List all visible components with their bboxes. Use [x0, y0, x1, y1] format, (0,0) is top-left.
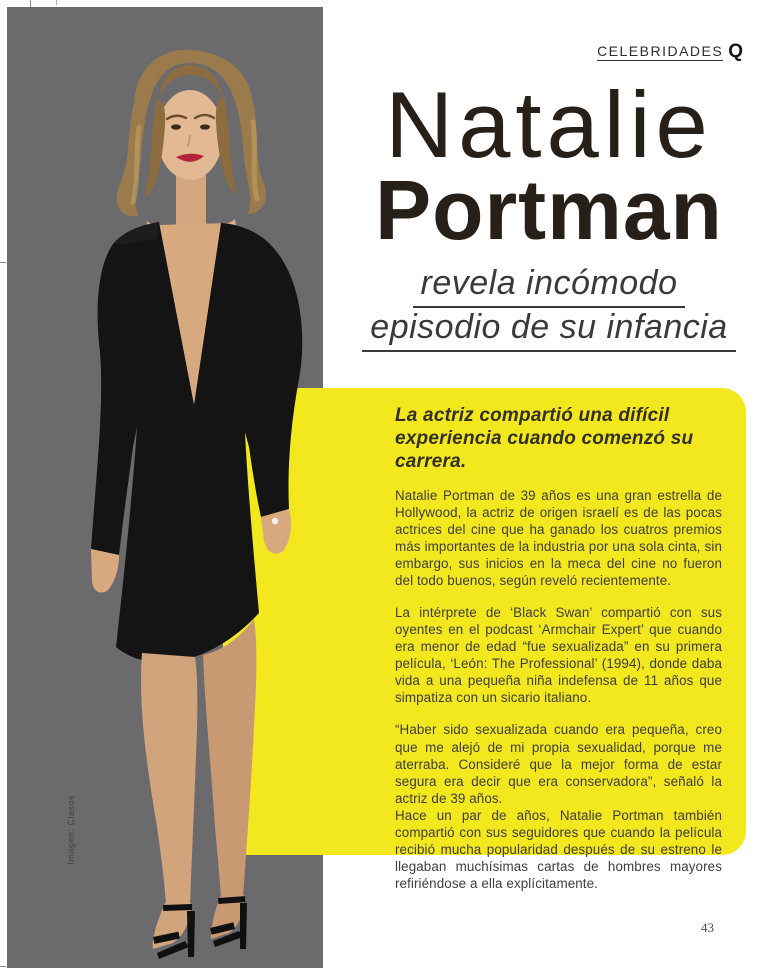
article-paragraph: “Haber sido sexualizada cuando era pequeña, creo que me alejó de mi propia sexualidad, porque me aterraba. Consideré que la mejor forma de estar segura era decir que era conservadora”, señaló la actriz de 39 años.	[395, 722, 722, 806]
article-paragraph: Natalie Portman de 39 años es una gran estrella de Hollywood, la actriz de origen israelí es de las pocas actrices del cine que ha ganado los cuatros premios más importantes de la industria por una sola cinta, sin embargo, sus inicios en la meca del cine no fueron del todo buenos, según reveló recientemente.	[395, 487, 722, 588]
article-body	[395, 487, 722, 893]
headline-first-name: Natalie	[385, 72, 713, 177]
crop-mark	[0, 262, 6, 263]
subtitle-line-2: episodio de su infancia	[362, 308, 735, 352]
article-paragraph: Hace un par de años, Natalie Portman también compartió con sus seguidores que cuando la película recibió mucha popularidad después de su estreno le llegaban muchísimas cartas de hombres mayores refiriéndose a ella explícitamente.	[395, 807, 722, 892]
crop-mark	[0, 966, 6, 967]
section-label: CELEBRIDADES	[597, 43, 724, 59]
crop-mark	[30, 0, 31, 7]
crop-mark	[56, 0, 57, 5]
magazine-q-logo: Q	[728, 41, 743, 62]
page-number: 43	[701, 920, 714, 935]
photo-credit: Imagen: Clasos	[66, 795, 76, 865]
headline-subtitle	[330, 264, 768, 352]
subtitle-line-1: revela incómodo	[413, 264, 686, 308]
kicker	[597, 41, 743, 63]
headline-block	[330, 72, 768, 352]
article-lead: La actriz compartió una difícil experiencia cuando comenzó su carrera.	[395, 405, 694, 473]
headline-last-name: Portman	[375, 163, 723, 257]
article-paragraph: La intérprete de ‘Black Swan’ compartió con sus oyentes en el podcast ‘Armchair Expert’ que cuando era menor de edad “fue sexualizada” en su primera película, ‘León: The Professional’ (1994), donde daba vida a una pequeña niña indefensa de 11 años que simpatiza con un sicario italiano.	[395, 604, 722, 706]
portrait-photo	[7, 7, 323, 968]
